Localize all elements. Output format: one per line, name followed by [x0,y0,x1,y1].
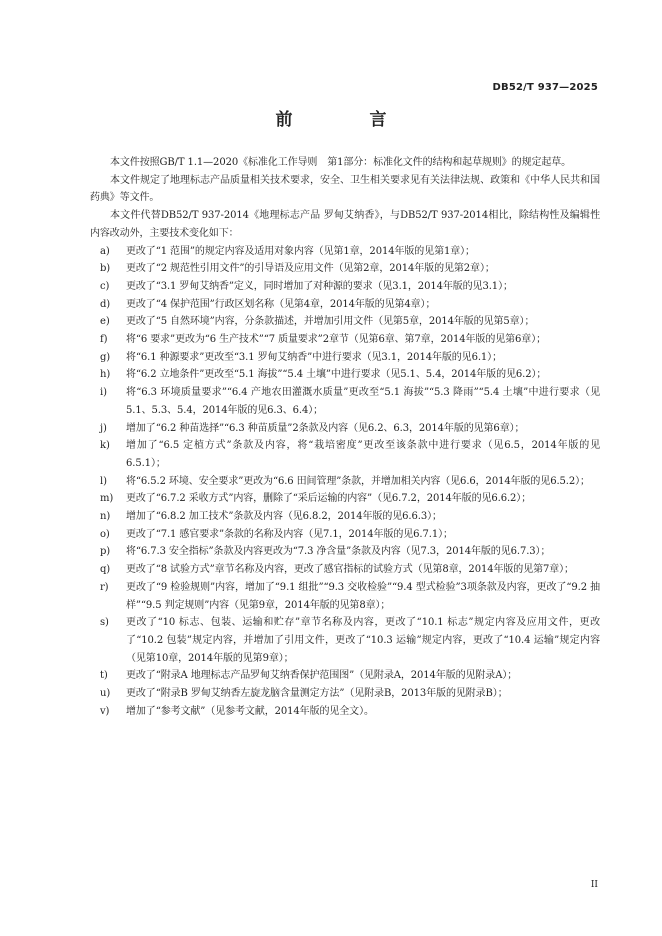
list-item [90,349,600,367]
list-item-label: v) [100,705,110,717]
list-item-label: f) [100,334,108,346]
list-item-label: u) [100,688,111,700]
list-item-text: 将“6.2 立地条件”更改至“5.1 海拔”“5.4 土壤”中进行要求（见5.1、5.4，2014年版的见6.2）； [126,369,547,381]
list-item-label: j) [100,422,107,434]
list-item [90,685,600,703]
list-item-label: t) [100,670,108,682]
list-item-text: 将“6.5.2 环境、安全要求”更改为“6.6 田间管理”条款，并增加相关内容（见6.6，2014年版的见6.5.2）； [126,475,590,487]
list-item [90,490,600,508]
list-item-text: 增加了“6.8.2 加工技术”条款及内容（见6.8.2，2014年版的见6.6.3）； [126,511,442,523]
list-item [90,561,600,579]
paragraph-drafting-basis: 本文件按照GB/T 1.1—2020《标准化工作导则 第1部分：标准化文件的结构和起草规则》的规定起草。 [110,157,572,168]
list-item [90,614,600,667]
list-item [90,331,600,349]
list-item [90,508,600,526]
list-item-label: n) [100,511,111,523]
list-item [90,366,600,384]
list-item-label: p) [100,546,111,558]
list-item-text: 更改了“附录A 地理标志产品罗甸艾纳香保护范围图”（见附录A，2014年版的见附录A）； [126,670,518,682]
list-item [90,243,600,261]
list-item-label: a) [100,245,110,257]
paragraph-replacement: 本文件代替DB52/T 937-2014《地理标志产品 罗甸艾纳香》，与DB52/T 937-2014相比，除结构性及编辑性内容改动外，主要技术变化如下： [90,210,600,239]
list-item-text: 更改了“附录B 罗甸艾纳香左旋龙脑含量测定方法”（见附录B，2013年版的见附录B）； [126,688,508,700]
list-item-label: r) [100,581,109,593]
list-item-label: s) [100,617,109,629]
list-item-label: k) [100,440,110,452]
list-item-label: o) [100,528,110,540]
document-code: DB52/T 937—2025 [492,82,598,93]
list-item-text: 更改了“10 标志、包装、运输和贮存”章节名称及内容，更改了“10.1 标志”规定内容及应用文件，更改了“10.2 包装”规定内容，并增加了引用文件，更改了“10.3 运输”规定内容，更改了“10.4 运输”规定内容（见第10章，2014年版的见第9章）； [126,617,600,664]
list-item-text: 更改了“1 范围”的规定内容及适用对象内容（见第1章，2014年版的见第1章）； [126,245,475,257]
list-item-text: 增加了“参考文献”（见参考文献，2014年版的见全文）。 [126,705,374,717]
list-item-label: q) [100,564,111,576]
foreword-body [90,154,600,721]
list-item [90,437,600,472]
list-item-label: b) [100,263,111,275]
list-item-text: 更改了“5 自然环境”内容，分条款描述，并增加引用文件（见第5章，2014年版的见第5章）； [126,316,535,328]
list-item-text: 将“6 要求”更改为“6 生产技术”“7 质量要求”2章节（见第6章、第7章，2014年版的见第6章）； [126,334,546,346]
list-item-text: 更改了“6.7.2 采收方式”内容，删除了“采后运输的内容”（见6.7.2，2014年版的见6.6.2）； [126,493,532,505]
list-item [90,384,600,419]
list-item-text: 将“6.1 种源要求”更改至“3.1 罗甸艾纳香”中进行要求（见3.1，2014年版的见6.1）； [126,351,502,363]
list-item [90,543,600,561]
list-item-label: e) [100,316,110,328]
list-item-text: 更改了“8 试验方式”章节名称及内容，更改了感官指标的试验方式（见第8章，2014年版的见第7章）； [126,564,574,576]
paragraph-scope-note: 本文件规定了地理标志产品质量相关技术要求，安全、卫生相关要求见有关法律法规、政策和《中华人民共和国药典》等文件。 [90,174,600,204]
list-item-label: d) [100,298,111,310]
list-item-text: 增加了“6.2 种苗选择”“6.3 种苗质量”2条款及内容（见6.2、6.3，2014年版的见第6章）； [126,422,525,434]
list-item-text: 更改了“3.1 罗甸艾纳香”定义，同时增加了对种源的要求（见3.1，2014年版的见3.1）； [126,280,513,292]
list-item-text: 更改了“7.1 感官要求”条款的名称及内容（见7.1，2014年版的见6.7.1）； [126,528,453,540]
list-item [90,473,600,491]
list-item-text: 更改了“9 检验规则”内容，增加了“9.1 组批”“9.3 交收检验”“9.4 型式检验”3项条款及内容，更改了“9.2 抽样”“9.5 判定规则”内容（见第9章，2014年版的见第8章）； [126,581,600,611]
list-item-text: 增加了“6.5 定植方式”条款及内容，将“栽培密度”更改至该条款中进行要求（见6.5，2014年版的见6.5.1）； [126,440,600,469]
list-item [90,703,600,721]
list-item [90,278,600,296]
list-item-text: 更改了“4 保护范围”行政区划名称（见第4章，2014年版的见第4章）； [126,298,436,310]
list-item [90,579,600,614]
list-item [90,667,600,685]
list-item-text: 更改了“2 规范性引用文件”的引导语及应用文件（见第2章，2014年版的见第2章）； [126,263,495,275]
changes-list [90,243,600,721]
list-item [90,526,600,544]
page-number: II [590,880,598,890]
list-item-text: 将“6.3 环境质量要求”“6.4 产地农田灌溉水质量”更改至“5.1 海拔”“5.3 降雨”“5.4 土壤”中进行要求（见5.1、5.3、5.4，2014年版的见6.3、6.4）； [126,387,600,416]
list-item [90,313,600,331]
list-item-label: m) [100,493,114,505]
list-item-text: 将“6.7.3 安全指标”条款及内容更改为“7.3 净含量”条款及内容（见7.3，2014年版的见6.7.3）； [126,546,551,558]
page-title: 前 言 [275,110,417,130]
list-item-label: l) [100,475,107,487]
list-item [90,420,600,438]
list-item [90,260,600,278]
list-item-label: g) [100,351,111,363]
list-item-label: i) [100,387,107,399]
list-item [90,296,600,314]
list-item-label: c) [100,280,110,292]
list-item-label: h) [100,369,111,381]
